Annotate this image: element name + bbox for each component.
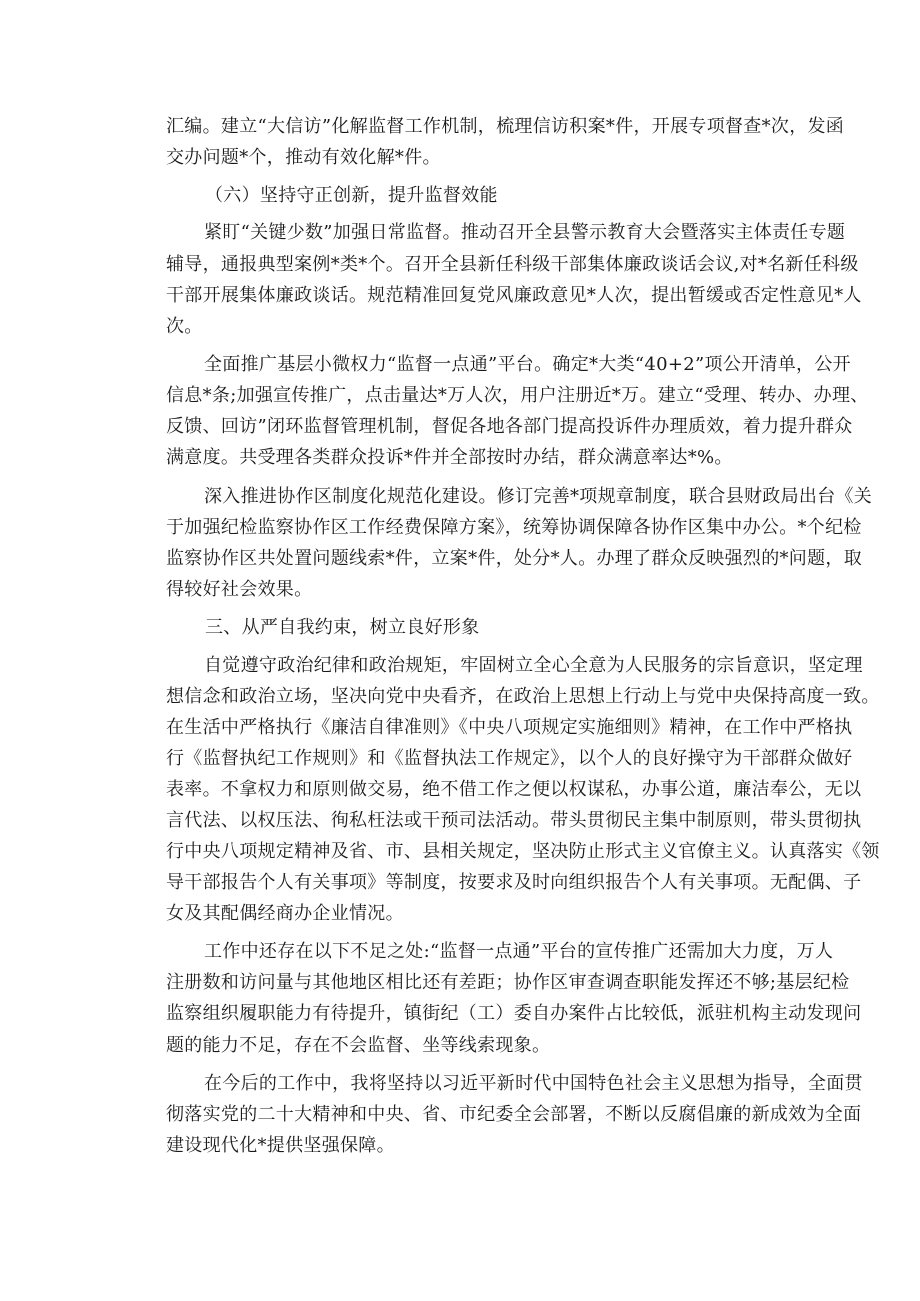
body-text-line: 注册数和访问量与其他地区相比还有差距；协作区审查调查职能发挥还不够;基层纪检 xyxy=(166,972,850,993)
body-text-line: 表率。不拿权力和原则做交易，绝不借工作之便以权谋私，办事公道，廉洁奉公，无以 xyxy=(166,779,862,800)
body-text-line: 次。 xyxy=(166,316,203,337)
body-text-line: 交办问题*个，推动有效化解*件。 xyxy=(166,147,441,168)
body-text-line: 紧盯“关键少数”加强日常监督。推动召开全县警示教育大会暨落实主体责任专题 xyxy=(204,222,846,243)
body-text-line: 汇编。建立“大信访”化解监督工作机制，梳理信访积案*件，开展专项督查*次，发函 xyxy=(166,116,845,137)
body-text-line: 想信念和政治立场，坚决向党中央看齐，在政治上思想上行动上与党中央保持高度一致。 xyxy=(166,686,880,707)
body-text-line: 自觉遵守政治纪律和政治规矩，牢固树立全心全意为人民服务的宗旨意识，坚定理 xyxy=(204,655,863,676)
body-text-line: 题的能力不足，存在不会监督、坐等线索现象。 xyxy=(166,1035,551,1056)
body-text-line: 彻落实党的二十大精神和中央、省、市纪委全会部署，不断以反腐倡廉的新成效为全面 xyxy=(166,1104,862,1125)
body-text-line: 辅导，通报典型案例*类*个。召开全县新任科级干部集体廉政谈话会议,对*名新任科级 xyxy=(166,254,859,275)
body-text-line: 干部开展集体廉政谈话。规范精准回复党风廉政意见*人次，提出暂缓或否定性意见*人 xyxy=(166,285,862,306)
body-text-line: 女及其配偶经商办企业情况。 xyxy=(166,903,404,924)
body-text-line: 满意度。共受理各类群众投诉*件并全部按时办结，群众满意率达*%。 xyxy=(166,447,733,468)
body-text-line: 反馈、回访”闭环监督管理机制，督促各地各部门提高投诉件办理质效，着力提升群众 xyxy=(166,416,853,437)
body-text-line: 全面推广基层小微权力“监督一点通”平台。确定*大类“40+2”项公开清单，公开 xyxy=(204,354,851,375)
body-text-line: 监察协作区共处置问题线索*件，立案*件，处分*人。办理了群众反映强烈的*问题，取 xyxy=(166,548,862,569)
body-text-line: 于加强纪检监察协作区工作经费保障方案》，统筹协调保障各协作区集中办公。*个纪检 xyxy=(166,517,862,538)
body-text-line: 工作中还存在以下不足之处:“监督一点通”平台的宣传推广还需加大力度，万人 xyxy=(204,941,834,962)
section-heading: 三、从严自我约束，树立良好形象 xyxy=(205,617,480,638)
body-text-line: 言代法、以权压法、徇私枉法或干预司法活动。带头贯彻民主集中制原则，带头贯彻执 xyxy=(166,810,862,831)
body-text-line: 在今后的工作中，我将坚持以习近平新时代中国特色社会主义思想为指导，全面贯 xyxy=(204,1073,863,1094)
body-text-line: 得较好社会效果。 xyxy=(166,579,313,600)
section-heading: （六）坚持守正创新，提升监督效能 xyxy=(205,185,498,206)
body-text-line: 建设现代化*提供坚强保障。 xyxy=(166,1135,395,1156)
body-text-line: 导干部报告个人有关事项》等制度，按要求及时向组织报告个人有关事项。无配偶、子 xyxy=(166,872,862,893)
body-text-line: 在生活中严格执行《廉洁自律准则》《中央八项规定实施细则》精神，在工作中严格执 xyxy=(166,717,853,738)
body-text-line: 信息*条;加强宣传推广，点击量达*万人次，用户注册近*万。建立“受理、转办、办理、 xyxy=(166,385,869,406)
body-text-line: 行中央八项规定精神及省、市、县相关规定，坚决防止形式主义官僚主义。认真落实《领 xyxy=(166,841,880,862)
body-text-line: 行《监督执纪工作规则》和《监督执法工作规定》，以个人的良好操守为干部群众做好 xyxy=(166,748,853,769)
body-text-line: 深入推进协作区制度化规范化建设。修订完善*项规章制度，联合县财政局出台《关 xyxy=(204,486,873,507)
body-text-line: 监察组织履职能力有待提升，镇街纪（工）委自办案件占比较低，派驻机构主动发现问 xyxy=(166,1003,862,1024)
